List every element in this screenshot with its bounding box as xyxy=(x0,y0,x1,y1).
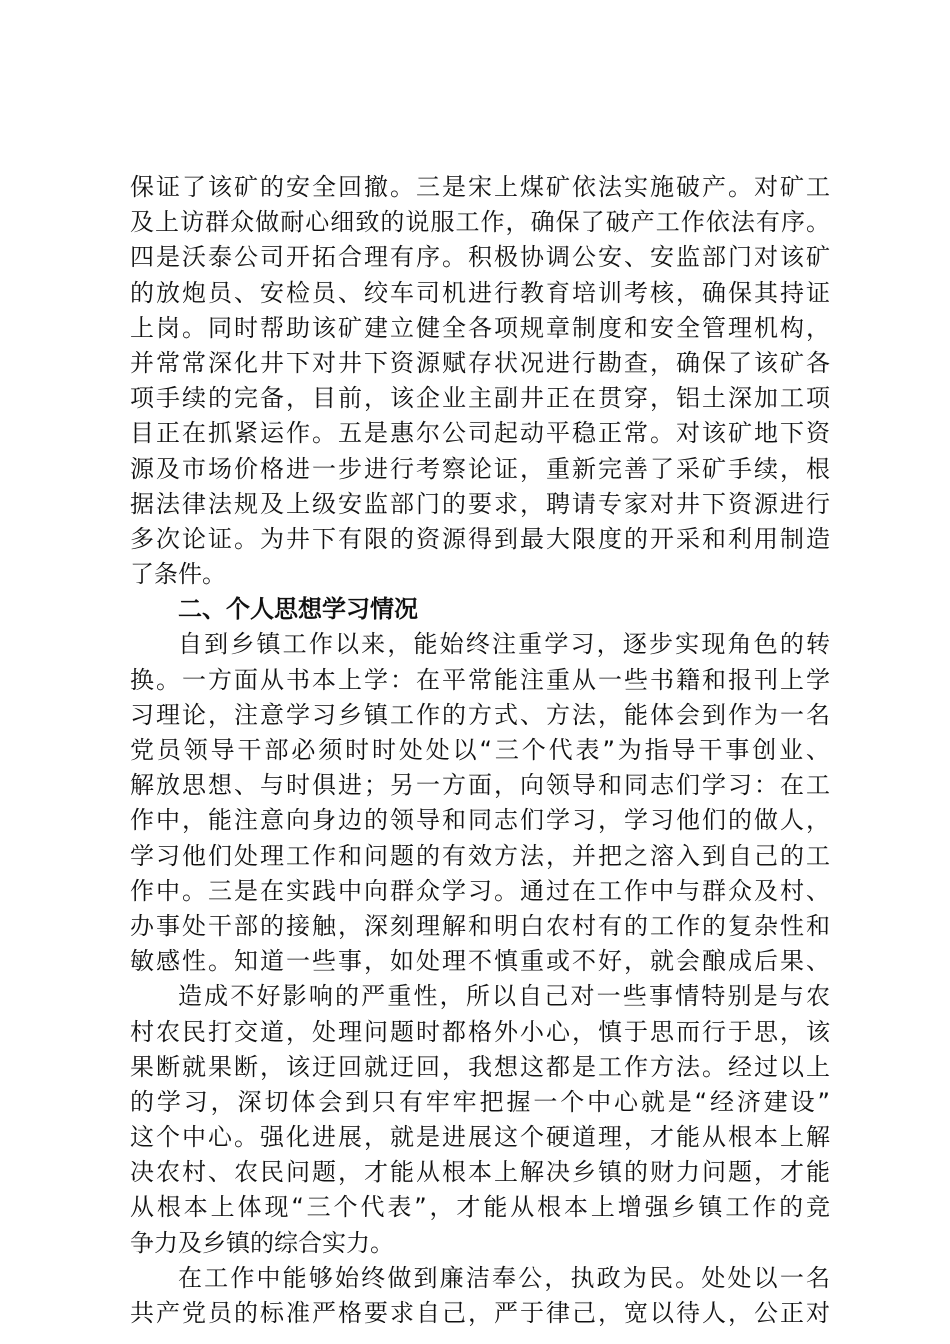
document-body xyxy=(130,170,830,1331)
text-line: 敏感性。知道一些事，如处理不慎重或不好，就会酿成后果、 xyxy=(130,947,830,976)
text-line: 及上访群众做耐心细致的说服工作，确保了破产工作依法有序。 xyxy=(130,208,830,237)
text-line: 的放炮员、安检员、绞车司机进行教育培训考核，确保其持证 xyxy=(130,278,830,307)
text-line: 造成不好影响的严重性，所以自己对一些事情特别是与农 xyxy=(178,982,830,1011)
text-line: 共产党员的标准严格要求自己，严于律己，宽以待人，公正对 xyxy=(130,1299,830,1327)
text-line: 作中。三是在实践中向群众学习。通过在工作中与群众及村、 xyxy=(130,876,830,905)
text-line: 争力及乡镇的综合实力。 xyxy=(130,1228,394,1257)
section-heading: 二、个人思想学习情况 xyxy=(178,595,418,624)
text-line: 村农民打交道，处理问题时都格外小心，慎于思而行于思，该 xyxy=(130,1017,830,1046)
text-line: 果断就果断，该迂回就迂回，我想这都是工作方法。经过以上 xyxy=(130,1052,830,1081)
text-line: 作中，能注意向身边的领导和同志们学习，学习他们的做人， xyxy=(130,806,830,835)
text-line: 并常常深化井下对井下资源赋存状况进行勘查，确保了该矿各 xyxy=(130,348,830,377)
text-line: 源及市场价格进一步进行考察论证，重新完善了采矿手续，根 xyxy=(130,454,830,483)
text-line: 办事处干部的接触，深刻理解和明白农村有的工作的复杂性和 xyxy=(130,911,830,940)
paragraph-1 xyxy=(130,170,830,592)
text-line: 学习他们处理工作和问题的有效方法，并把之溶入到自己的工 xyxy=(130,841,830,870)
text-line: 项手续的完备，目前，该企业主副井正在贯穿，铝土深加工项 xyxy=(130,384,830,413)
text-line: 党员领导干部必须时时处处以“三个代表”为指导干事创业、 xyxy=(130,736,830,764)
text-line: 据法律法规及上级安监部门的要求，聘请专家对井下资源进行 xyxy=(130,489,830,518)
paragraph-4 xyxy=(130,1261,830,1331)
text-line: 上岗。同时帮助该矿建立健全各项规章制度和安全管理机构， xyxy=(130,313,830,342)
text-line: 在工作中能够始终做到廉洁奉公，执政为民。处处以一名 xyxy=(178,1263,830,1292)
text-line: 四是沃泰公司开拓合理有序。积极协调公安、安监部门对该矿 xyxy=(130,243,830,272)
text-line: 决农村、农民问题，才能从根本上解决乡镇的财力问题，才能 xyxy=(130,1158,830,1187)
text-line: 自到乡镇工作以来，能始终注重学习，逐步实现角色的转 xyxy=(178,630,830,659)
text-line: 解放思想、与时俱进；另一方面，向领导和同志们学习：在工 xyxy=(130,771,830,800)
text-line: 从根本上体现“三个代表”，才能从根本上增强乡镇工作的竞 xyxy=(130,1193,830,1222)
text-line: 的学习，深切体会到只有牢牢把握一个中心就是“经济建设” xyxy=(130,1087,830,1116)
text-line: 这个中心。强化进展，就是进展这个硬道理，才能从根本上解 xyxy=(130,1123,830,1152)
text-line: 换。一方面从书本上学：在平常能注重从一些书籍和报刊上学 xyxy=(130,665,830,694)
text-line: 多次论证。为井下有限的资源得到最大限度的开采和利用制造 xyxy=(130,524,830,553)
paragraph-2 xyxy=(130,627,830,979)
text-line: 保证了该矿的安全回撤。三是宋上煤矿依法实施破产。对矿工 xyxy=(130,173,830,201)
paragraph-3 xyxy=(130,979,830,1261)
text-line: 了条件。 xyxy=(130,560,226,589)
text-line: 习理论，注意学习乡镇工作的方式、方法，能体会到作为一名 xyxy=(130,700,830,729)
text-line: 目正在抓紧运作。五是惠尔公司起动平稳正常。对该矿地下资 xyxy=(130,419,830,448)
